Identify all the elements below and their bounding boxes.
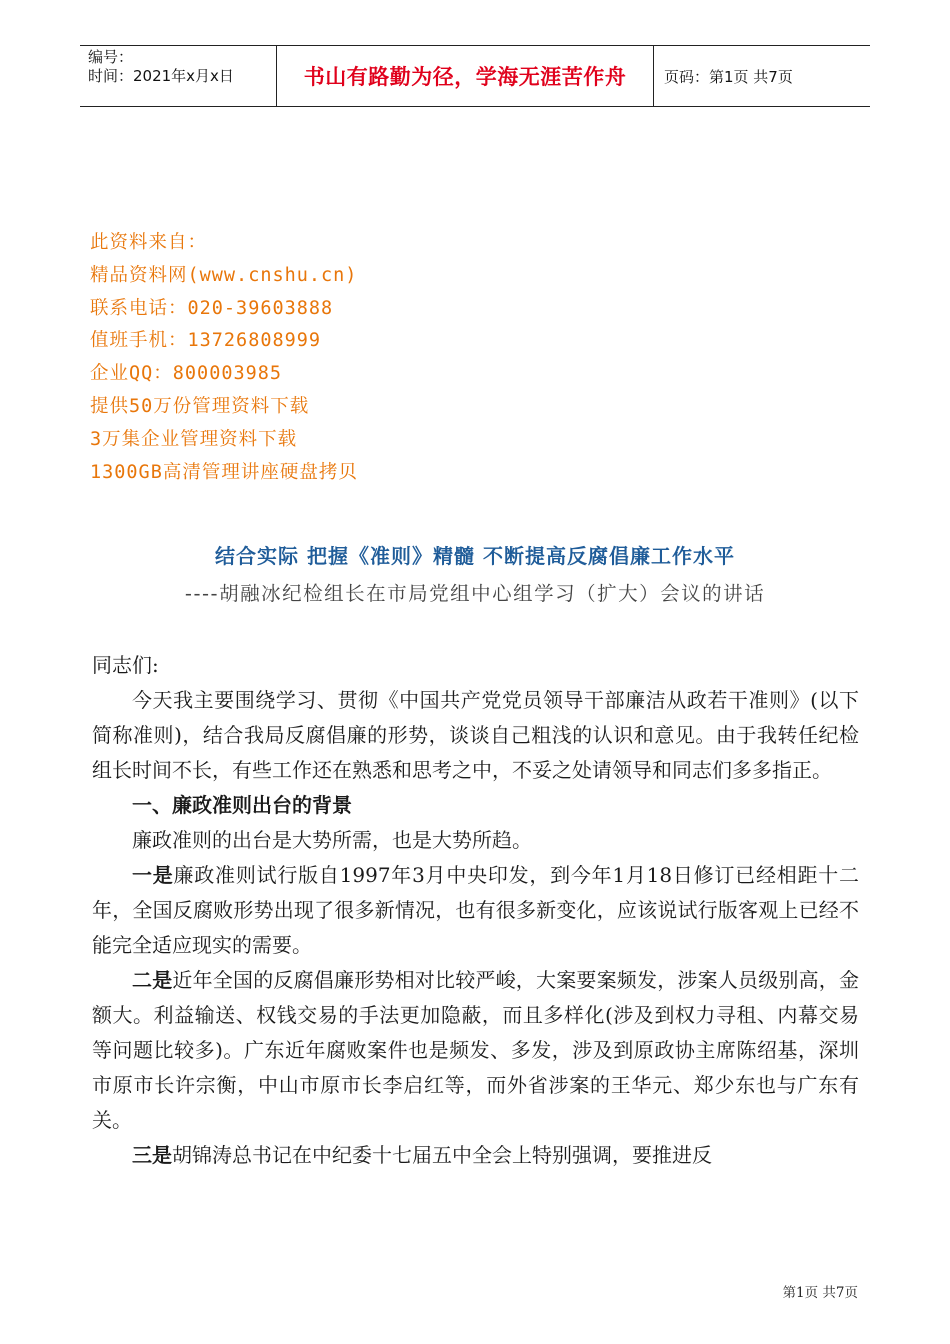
point-label: 一是: [132, 863, 174, 887]
point-text: 廉政准则试行版自1997年3月中央印发，到今年1月18日修订已经相距十二年，全国反腐败形势出现了很多新情况，也有很多新变化，应该说试行版客观上已经不能完全适应现实的需要。: [92, 863, 860, 957]
info-line: 企业QQ：800003985: [90, 363, 283, 385]
info-line: 值班手机：13726808999: [90, 330, 322, 352]
info-line: 联系电话：020-39603888: [90, 297, 334, 319]
document-title: 结合实际 把握《准则》精髓 不断提高反腐倡廉工作水平: [215, 544, 735, 568]
point-label: 三是: [132, 1143, 172, 1167]
point-text: 胡锦涛总书记在中纪委十七届五中全会上特别强调，要推进反: [172, 1143, 712, 1167]
point-label: 二是: [132, 968, 173, 992]
point-text: 近年全国的反腐倡廉形势相对比较严峻，大案要案频发，涉案人员级别高，金额大。利益输送、权钱交易的手法更加隐蔽，而且多样化(涉及到权力寻租、内幕交易等问题比较多)。广东近年腐败案件也是频发、多发，涉及到原政协主席陈绍基，深圳市原市长许宗衡，中山市原市长李启红等，而外省涉案的王华元、郑少东也与广东有关。: [92, 968, 860, 1132]
document-subtitle: ----胡融冰纪检组长在市局党组中心组学习（扩大）会议的讲话: [184, 582, 766, 605]
salutation: 同志们:: [92, 653, 159, 677]
intro-paragraph: 今天我主要围绕学习、贯彻《中国共产党党员领导干部廉洁从政若干准则》(以下简称准则)，结合我局反腐倡廉的形势，谈谈自己粗浅的认识和意见。由于我转任纪检组长时间不长，有些工作还在熟悉和思考之中，不妥之处请领导和同志们多多指正。: [92, 688, 859, 782]
header-meta: [80, 46, 276, 106]
document-number: 编号：: [88, 48, 134, 66]
point-paragraph: [92, 1138, 859, 1173]
point-paragraph: [92, 858, 859, 963]
section-lead-paragraph: 廉政准则的出台是大势所需，也是大势所趋。: [132, 828, 532, 852]
info-line: 此资料来自：: [90, 232, 208, 253]
info-line: 提供50万份管理资料下载: [90, 395, 310, 417]
section-heading: 一、廉政准则出台的背景: [132, 793, 352, 817]
point-paragraph: [92, 963, 859, 1138]
header-page-number: 页码：第1页 共7页: [664, 67, 793, 86]
header-motto: 书山有路勤为径，学海无涯苦作舟: [276, 46, 654, 106]
page-footer: 第1页 共7页: [782, 1285, 858, 1301]
info-line: 3万集企业管理资料下载: [90, 428, 298, 450]
document-time: 时间：2021年x月x日: [88, 67, 234, 85]
info-line: 精品资料网(www.cnshu.cn): [90, 264, 358, 286]
page-header: [80, 45, 870, 107]
info-line: 1300GB高清管理讲座硬盘拷贝: [90, 461, 358, 483]
document-body: [92, 648, 859, 1173]
source-info-block: [90, 227, 358, 489]
